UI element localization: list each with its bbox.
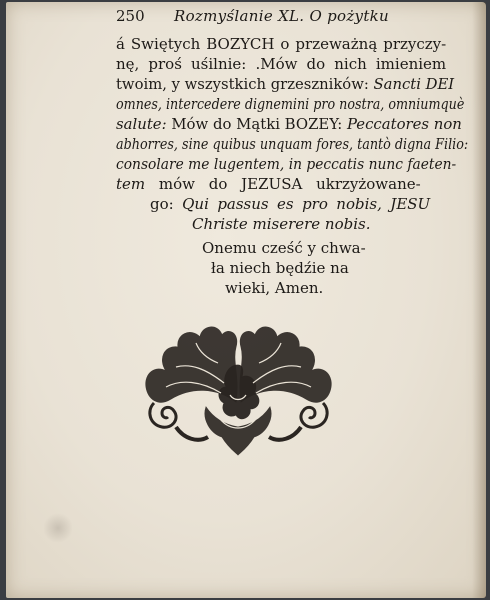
running-title: Rozmyślanie XL. O pożytku: [174, 7, 389, 25]
body-line: [116, 94, 464, 114]
closing-line: wieki, Amen.: [225, 279, 324, 297]
latin-text: tem: [116, 175, 159, 193]
latin-text: abhorres, sine quibus unquam fores, tantò digna Filio:: [116, 135, 469, 153]
body-line: [116, 114, 462, 134]
polish-text: nę, proś uśilnie: .Mów do nich imieniem: [116, 55, 447, 73]
body-line: [116, 174, 421, 194]
body-line: [150, 194, 430, 214]
floral-ornament-icon: [136, 307, 341, 457]
body-line: [116, 34, 446, 54]
latin-text: Peccatores non: [346, 115, 462, 133]
polish-text: twoim, y wszystkich grzeszników:: [116, 75, 374, 93]
latin-text: Christe miserere nobis.: [192, 215, 371, 233]
latin-text: Qui passus es pro nobis, JESU: [182, 195, 431, 213]
latin-text: salute:: [116, 115, 172, 133]
body-line: [116, 74, 454, 94]
closing-line: ła niech będźie na: [211, 259, 349, 277]
book-page: [6, 2, 486, 598]
latin-text: Sancti DEI: [373, 75, 455, 93]
polish-text: á Swiętych BOZYCH o przeważną przyczy-: [116, 35, 447, 53]
latin-text: omnes, intercedere dignemini pro nostra, omniumquè: [116, 95, 465, 113]
polish-text: mów do JEZUSA ukrzyżowane-: [158, 175, 421, 193]
page-number: 250: [116, 7, 145, 25]
body-line: [192, 214, 371, 234]
body-line: [116, 154, 456, 174]
paper-stain: [44, 512, 72, 544]
body-line: [116, 54, 446, 74]
polish-text: Mów do Mątki BOZEY:: [171, 115, 347, 133]
polish-text: go:: [150, 195, 183, 213]
latin-text: consolare me lugentem, in peccatis nunc faeten-: [116, 155, 457, 173]
body-line: [116, 134, 468, 154]
closing-line: Onemu cześć y chwa-: [202, 239, 366, 257]
